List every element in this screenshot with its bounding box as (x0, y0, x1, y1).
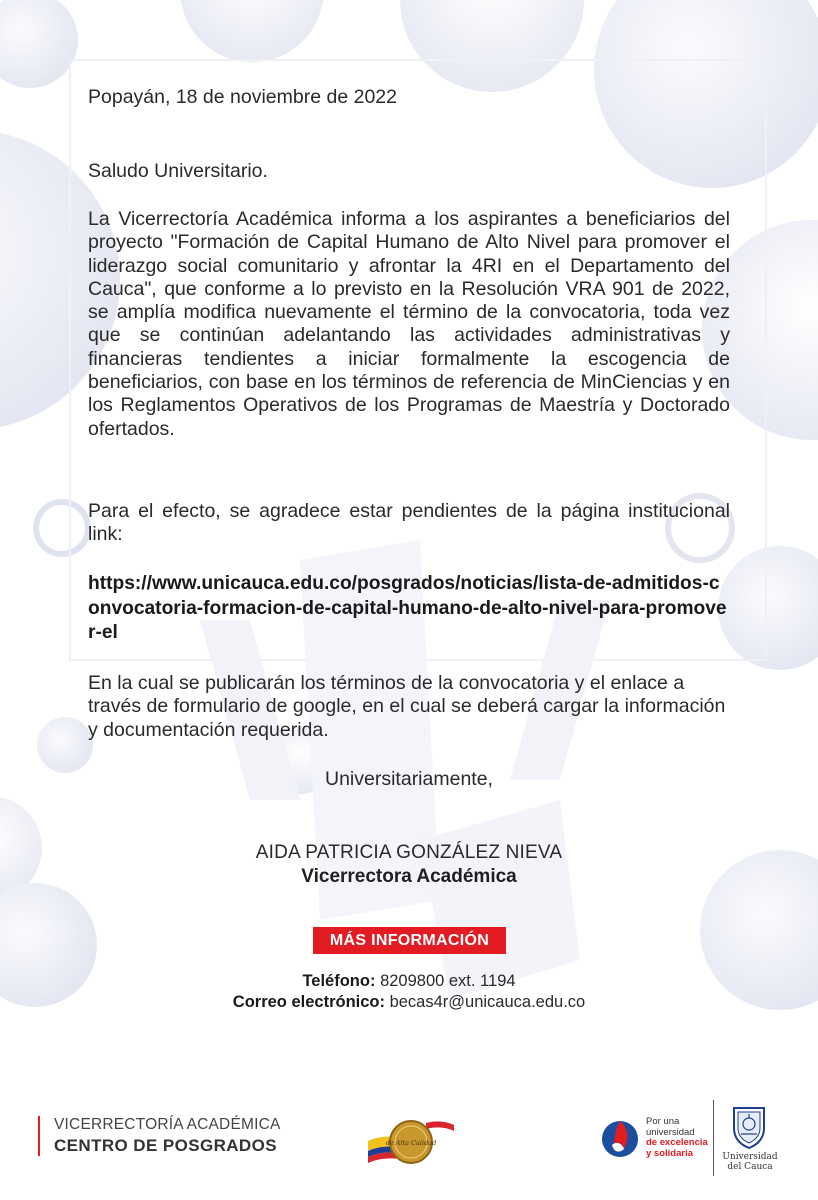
paragraph-announcement: La Vicerrectoría Académica informa a los aspirantes a beneficiarios del proyecto "Formación de Capital Humano de Alto Nivel para promover el liderazgo social comunitario y afrontar la 4RI en el Departamento del Cauca", que conforme a lo previsto en la Resolución VRA 901 de 2022, se amplía modifica nuevamente el término de la convocatoria, toda vez que se continúan adelantando las actividades administrativas y financieras tendientes a iniciar formalmente la escogencia de beneficiarios, con base en los términos de referencia de MinCiencias y en los Reglamentos Operativos de los Programas de Maestría y Doctorado ofertados. (88, 208, 730, 440)
institutional-link[interactable]: https://www.unicauca.edu.co/posgrados/noticias/lista-de-admitidos-convocatoria-formacion-de-capital-humano-de-alto-nivel-para-promover-el (88, 573, 727, 643)
bg-ring (36, 502, 88, 554)
phone-value: 8209800 ext. 1194 (380, 972, 516, 990)
letter-date: Popayán, 18 de noviembre de 2022 (88, 86, 397, 108)
closing: Universitariamente, (325, 768, 493, 790)
university-name-line: del Cauca (727, 1162, 773, 1172)
bg-document-shape (420, 800, 580, 1000)
more-info-banner: MÁS INFORMACIÓN (313, 927, 506, 954)
bg-circle (400, 0, 584, 92)
bg-circle (180, 0, 324, 62)
email-value[interactable]: becas4r@unicauca.edu.co (389, 993, 586, 1011)
university-name (722, 1152, 778, 1172)
excellence-flame-icon (600, 1115, 640, 1159)
accreditation-seal-logo (366, 1115, 456, 1167)
slogan-line: y solidaria (646, 1147, 693, 1159)
bg-circle (37, 717, 93, 773)
contact-email (88, 993, 730, 1012)
contact-phone (88, 972, 730, 991)
bg-circle (594, 0, 818, 188)
university-name-line: Universidad (722, 1152, 778, 1162)
paragraph-publication: En la cual se publicarán los términos de la convocatoria y el enlace a través de formulario de google, en el cual se deberá cargar la información y documentación requerida. (88, 672, 726, 741)
slogan-text (646, 1117, 716, 1159)
flag-stripe-red (426, 1121, 454, 1131)
university-crest-icon (726, 1104, 772, 1150)
signature-name: AIDA PATRICIA GONZÁLEZ NIEVA (255, 842, 563, 863)
slogan-line: universidad (646, 1126, 695, 1138)
seal-text: de Alta Calidad (385, 1139, 437, 1147)
paragraph-link-intro: Para el efecto, se agradece estar pendientes de la página institucional link: (88, 500, 730, 546)
signature-role: Vicerrectora Académica (301, 866, 517, 887)
bg-circle (718, 546, 818, 670)
footer-divider (713, 1100, 714, 1176)
bg-circle (0, 883, 97, 1007)
department-block (38, 1116, 281, 1156)
phone-label: Teléfono: (302, 972, 376, 990)
center-name: CENTRO DE POSGRADOS (54, 1136, 277, 1155)
email-label: Correo electrónico: (232, 993, 385, 1011)
slogan-logo (600, 1110, 710, 1170)
slogan-line: de excelencia (646, 1137, 708, 1148)
slogan-line: Por una (646, 1116, 680, 1127)
department-name: VICERRECTORÍA ACADÉMICA (54, 1116, 281, 1133)
bg-circle (0, 0, 78, 88)
greeting: Saludo Universitario. (88, 160, 268, 182)
